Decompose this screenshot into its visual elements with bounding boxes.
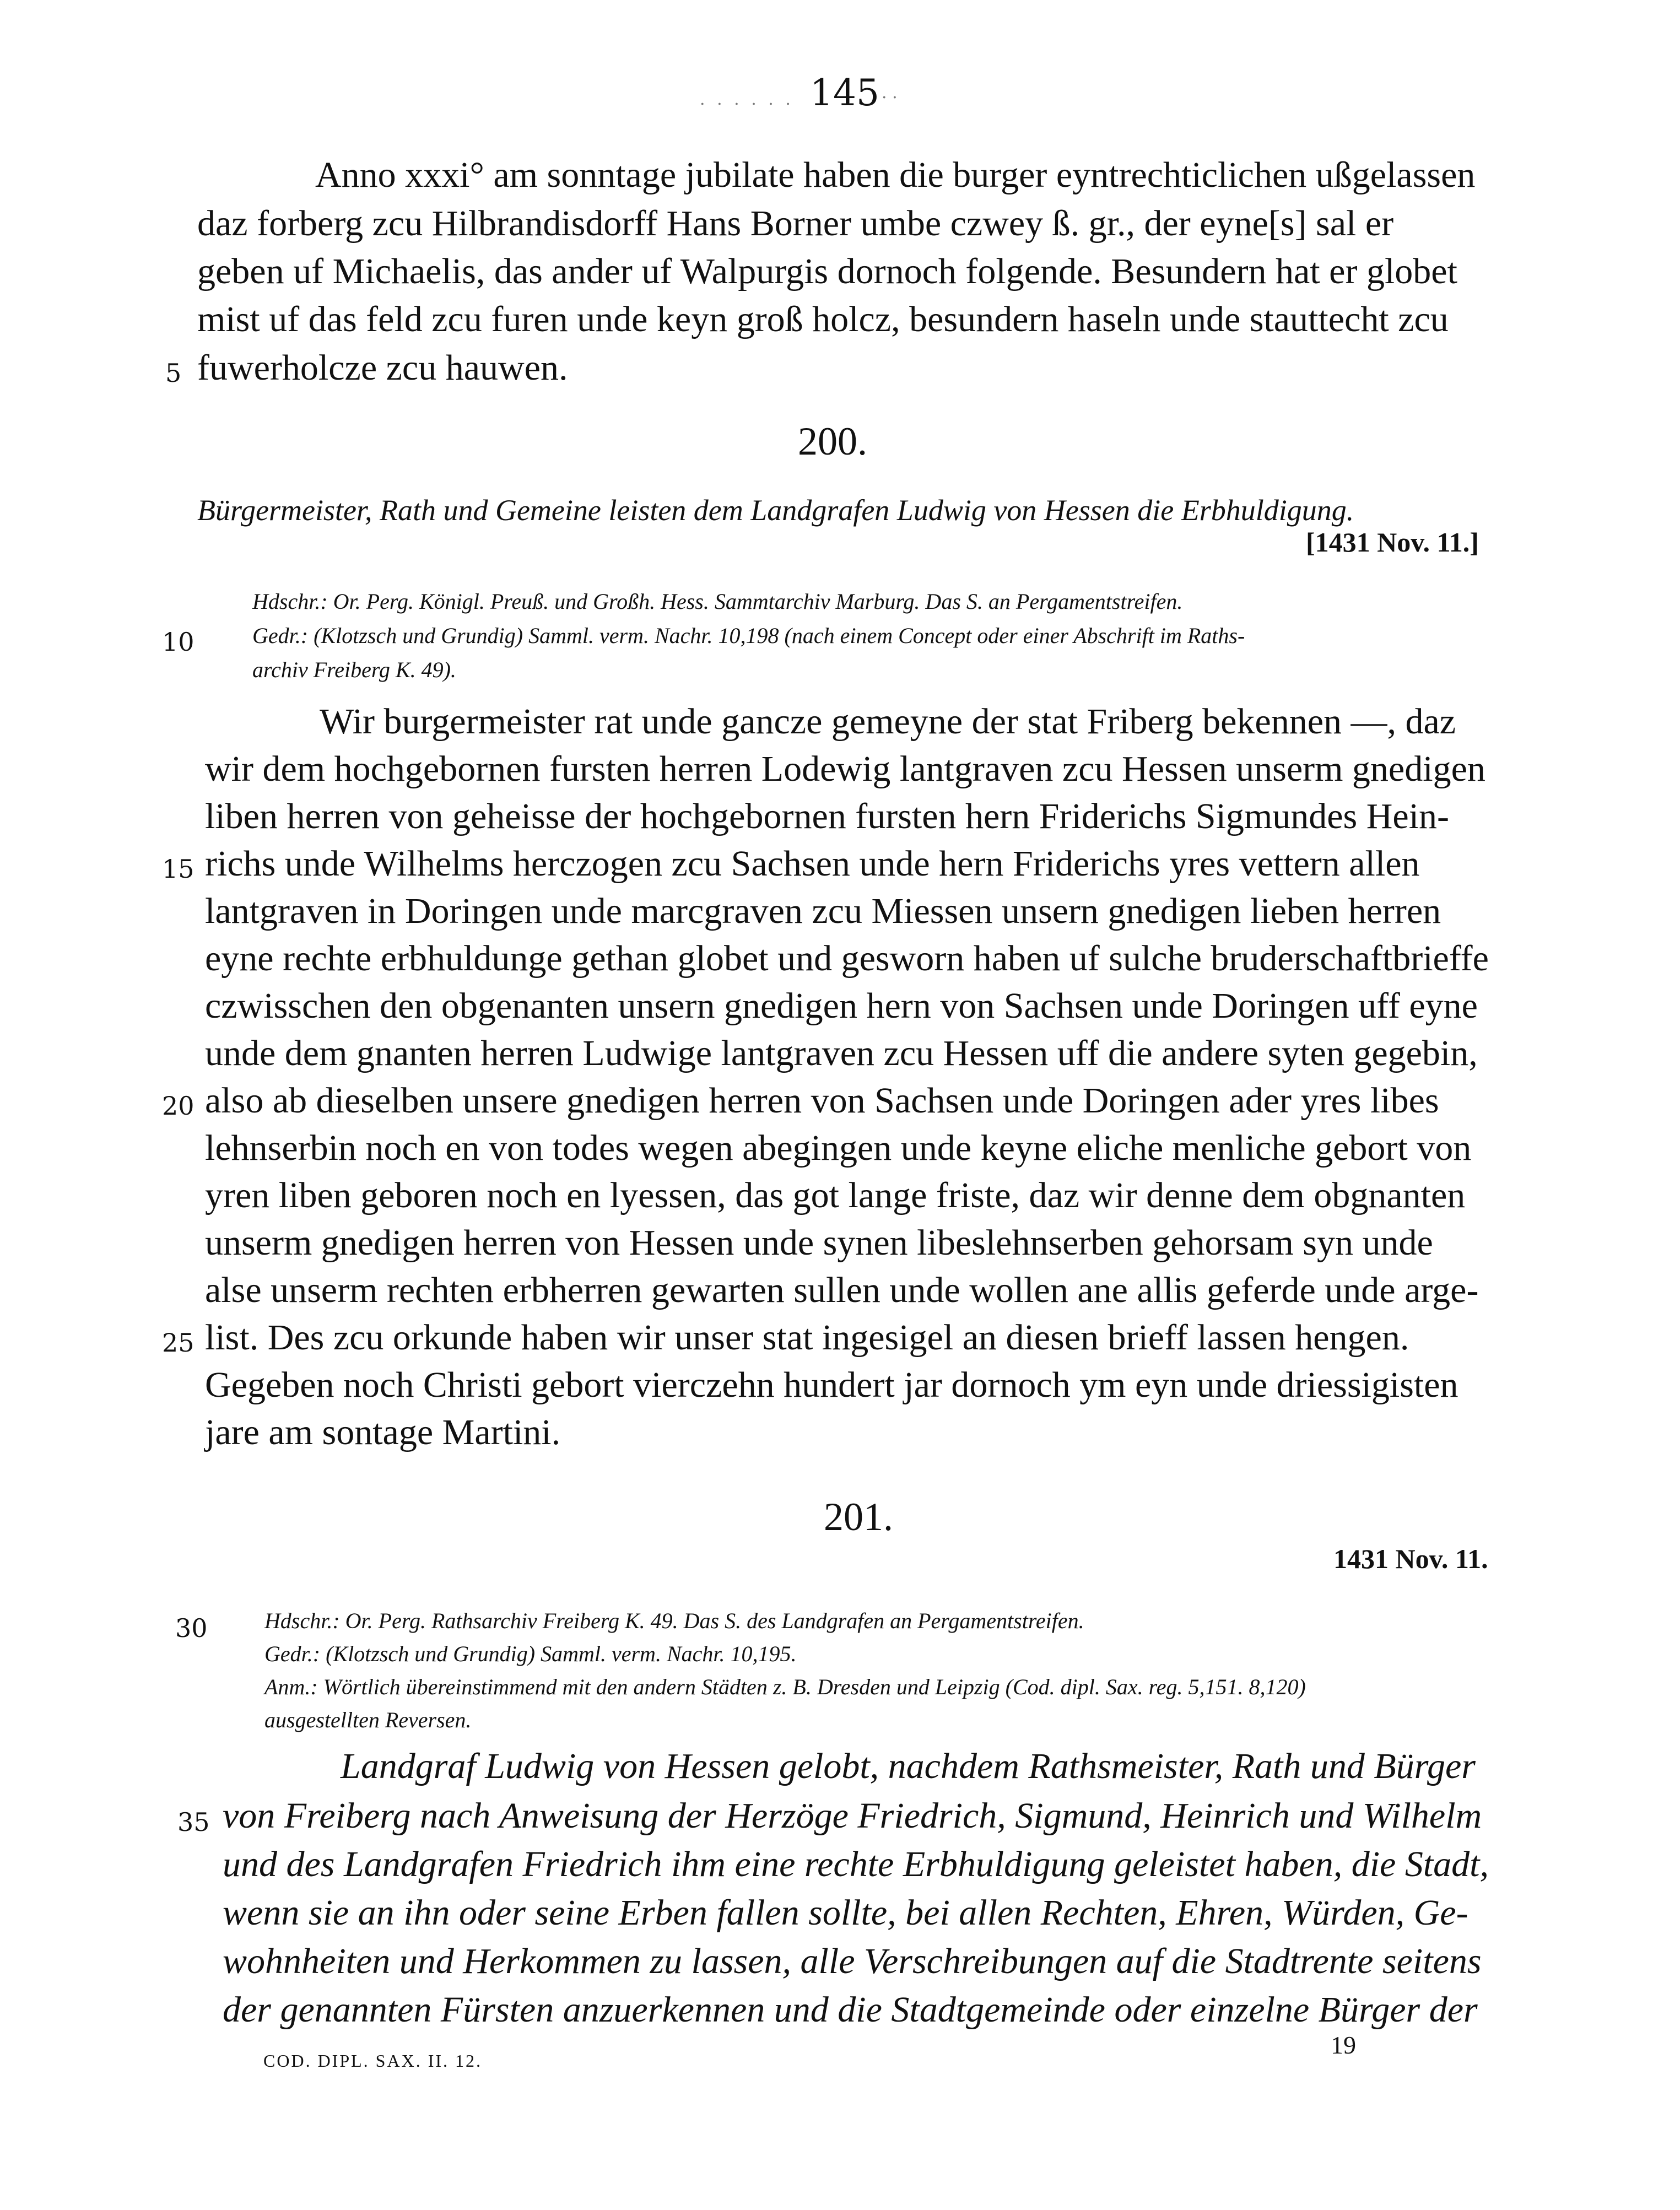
- doc-201-regest-line-4: wenn sie an ihn oder seine Erben fallen sollte, bei allen Rechten, Ehren, Würden, Ge-: [223, 1893, 1468, 1933]
- doc-200-text-line-6: eyne rechte erbhuldunge gethan globet und gesworn haben uf sulche bruderschaftbrieffe: [205, 938, 1489, 979]
- doc-200-text-line-15: Gegeben noch Christi gebort vierczehn hundert jar dornoch ym eyn unde driessigisten: [205, 1365, 1458, 1405]
- header-rule-left: · · · · · ·: [700, 95, 794, 114]
- doc-200-number: 200.: [798, 419, 867, 463]
- doc-200-text-line-11: yren liben geboren noch en lyessen, das got lange friste, daz wir denne dem obgnanten: [205, 1175, 1466, 1215]
- doc-201-apparatus-line-1: Hdschr.: Or. Perg. Rathsarchiv Freiberg K. 49. Das S. des Landgrafen an Pergamentstreifen.: [264, 1608, 1084, 1633]
- doc-201-apparatus-line-4: ausgestellten Reversen.: [264, 1708, 472, 1732]
- doc-200-apparatus-line-3: archiv Freiberg K. 49).: [252, 657, 456, 682]
- page-number: 145: [810, 72, 879, 114]
- doc-200-text-line-13: alse unserm rechten erbherren gewarten sullen unde wollen ane allis geferde unde arge-: [205, 1270, 1479, 1310]
- line-marker-20: 20: [162, 1091, 195, 1121]
- doc-200-text-line-1: Wir burgermeister rat unde gancze gemeyne der stat Friberg bekennen —, daz: [320, 701, 1456, 742]
- doc-201-number: 201.: [824, 1495, 893, 1539]
- doc-201-apparatus-line-3: Anm.: Wörtlich übereinstimmend mit den andern Städten z. B. Dresden und Leipzig (Cod. dipl. Sax. reg. 5,151. 8,120): [264, 1674, 1306, 1699]
- section1-line-2: daz forberg zcu Hilbrandisdorff Hans Borner umbe czwey ß. gr., der eyne[s] sal er: [197, 203, 1394, 244]
- doc-201-regest-line-3: und des Landgrafen Friedrich ihm eine rechte Erbhuldigung geleistet haben, die Stadt,: [223, 1844, 1489, 1884]
- doc-200-apparatus-line-1: Hdschr.: Or. Perg. Königl. Preuß. und Großh. Hess. Sammtarchiv Marburg. Das S. an Pergamentstreifen.: [252, 589, 1183, 614]
- line-marker-10: 10: [162, 627, 195, 657]
- doc-200-text-line-3: liben herren von geheisse der hochgebornen fursten hern Friderichs Sigmundes Hein-: [205, 796, 1450, 836]
- doc-200-text-line-12: unserm gnedigen herren von Hessen unde synen libeslehnserben gehorsam syn unde: [205, 1223, 1433, 1263]
- line-marker-15: 15: [162, 854, 195, 884]
- doc-201-regest-line-2: von Freiberg nach Anweisung der Herzöge Friedrich, Sigmund, Heinrich und Wilhelm: [223, 1796, 1482, 1836]
- section1-line-5: fuwerholcze zcu hauwen.: [197, 348, 568, 388]
- doc-200-regest: Bürgermeister, Rath und Gemeine leisten dem Landgrafen Ludwig von Hessen die Erbhuldigung.: [197, 494, 1354, 527]
- doc-200-date: [1431 Nov. 11.]: [1306, 527, 1479, 558]
- section1-line-1: Anno xxxi° am sonntage jubilate haben die burger eyntrechticlichen ußgelassen: [315, 155, 1476, 195]
- doc-201-apparatus-line-2: Gedr.: (Klotzsch und Grundig) Samml. verm. Nachr. 10,195.: [264, 1641, 797, 1666]
- doc-201-regest-line-6: der genannten Fürsten anzuerkennen und die Stadtgemeinde oder einzelne Bürger der: [223, 1990, 1478, 2030]
- doc-200-text-line-14: list. Des zcu orkunde haben wir unser stat ingesigel an diesen brieff lassen hengen.: [205, 1317, 1409, 1358]
- section1-line-3: geben uf Michaelis, das ander uf Walpurgis dornoch folgende. Besundern hat er globet: [197, 251, 1457, 291]
- doc-200-text-line-16: jare am sontage Martini.: [205, 1412, 561, 1452]
- doc-200-text-line-10: lehnserbin noch en von todes wegen abegingen unde keyne eliche menliche gebort von: [205, 1128, 1472, 1168]
- doc-201-regest-line-5: wohnheiten und Herkommen zu lassen, alle Verschreibungen auf die Stadtrente seitens: [223, 1941, 1482, 1981]
- doc-200-text-line-5: lantgraven in Doringen unde marcgraven zcu Miessen unsern gnedigen lieben herren: [205, 891, 1441, 931]
- line-marker-25: 25: [162, 1328, 195, 1358]
- section1-line-4: mist uf das feld zcu furen unde keyn groß holcz, besundern haseln unde stauttecht zcu: [197, 299, 1449, 339]
- doc-200-text-line-7: czwisschen den obgenanten unsern gnedigen hern von Sachsen unde Doringen uff eyne: [205, 986, 1478, 1026]
- doc-200-apparatus-line-2: Gedr.: (Klotzsch und Grundig) Samml. verm. Nachr. 10,198 (nach einem Concept oder einer Abschrift im Raths-: [252, 623, 1245, 648]
- header-rule-right: · ·: [882, 88, 898, 107]
- line-marker-5: 5: [165, 358, 182, 388]
- doc-200-text-line-9: also ab dieselben unsere gnedigen herren von Sachsen unde Doringen ader yres libes: [205, 1080, 1439, 1121]
- doc-200-text-line-4: richs unde Wilhelms herczogen zcu Sachsen unde hern Friderichs yres vettern allen: [205, 844, 1420, 884]
- line-marker-35: 35: [177, 1807, 210, 1837]
- doc-201-date: 1431 Nov. 11.: [1333, 1543, 1488, 1574]
- doc-200-text-line-2: wir dem hochgebornen fursten herren Lodewig lantgraven zcu Hessen unserm gnedigen: [205, 749, 1485, 789]
- line-marker-30: 30: [175, 1613, 208, 1643]
- doc-200-text-line-8: unde dem gnanten herren Ludwige lantgraven zcu Hessen uff die andere syten gegebin,: [205, 1033, 1478, 1073]
- footer-signature: COD. DIPL. SAX. II. 12.: [263, 2051, 482, 2071]
- footer-sheet-number: 19: [1331, 2031, 1356, 2059]
- doc-201-regest-line-1: Landgraf Ludwig von Hessen gelobt, nachdem Rathsmeister, Rath und Bürger: [341, 1746, 1476, 1786]
